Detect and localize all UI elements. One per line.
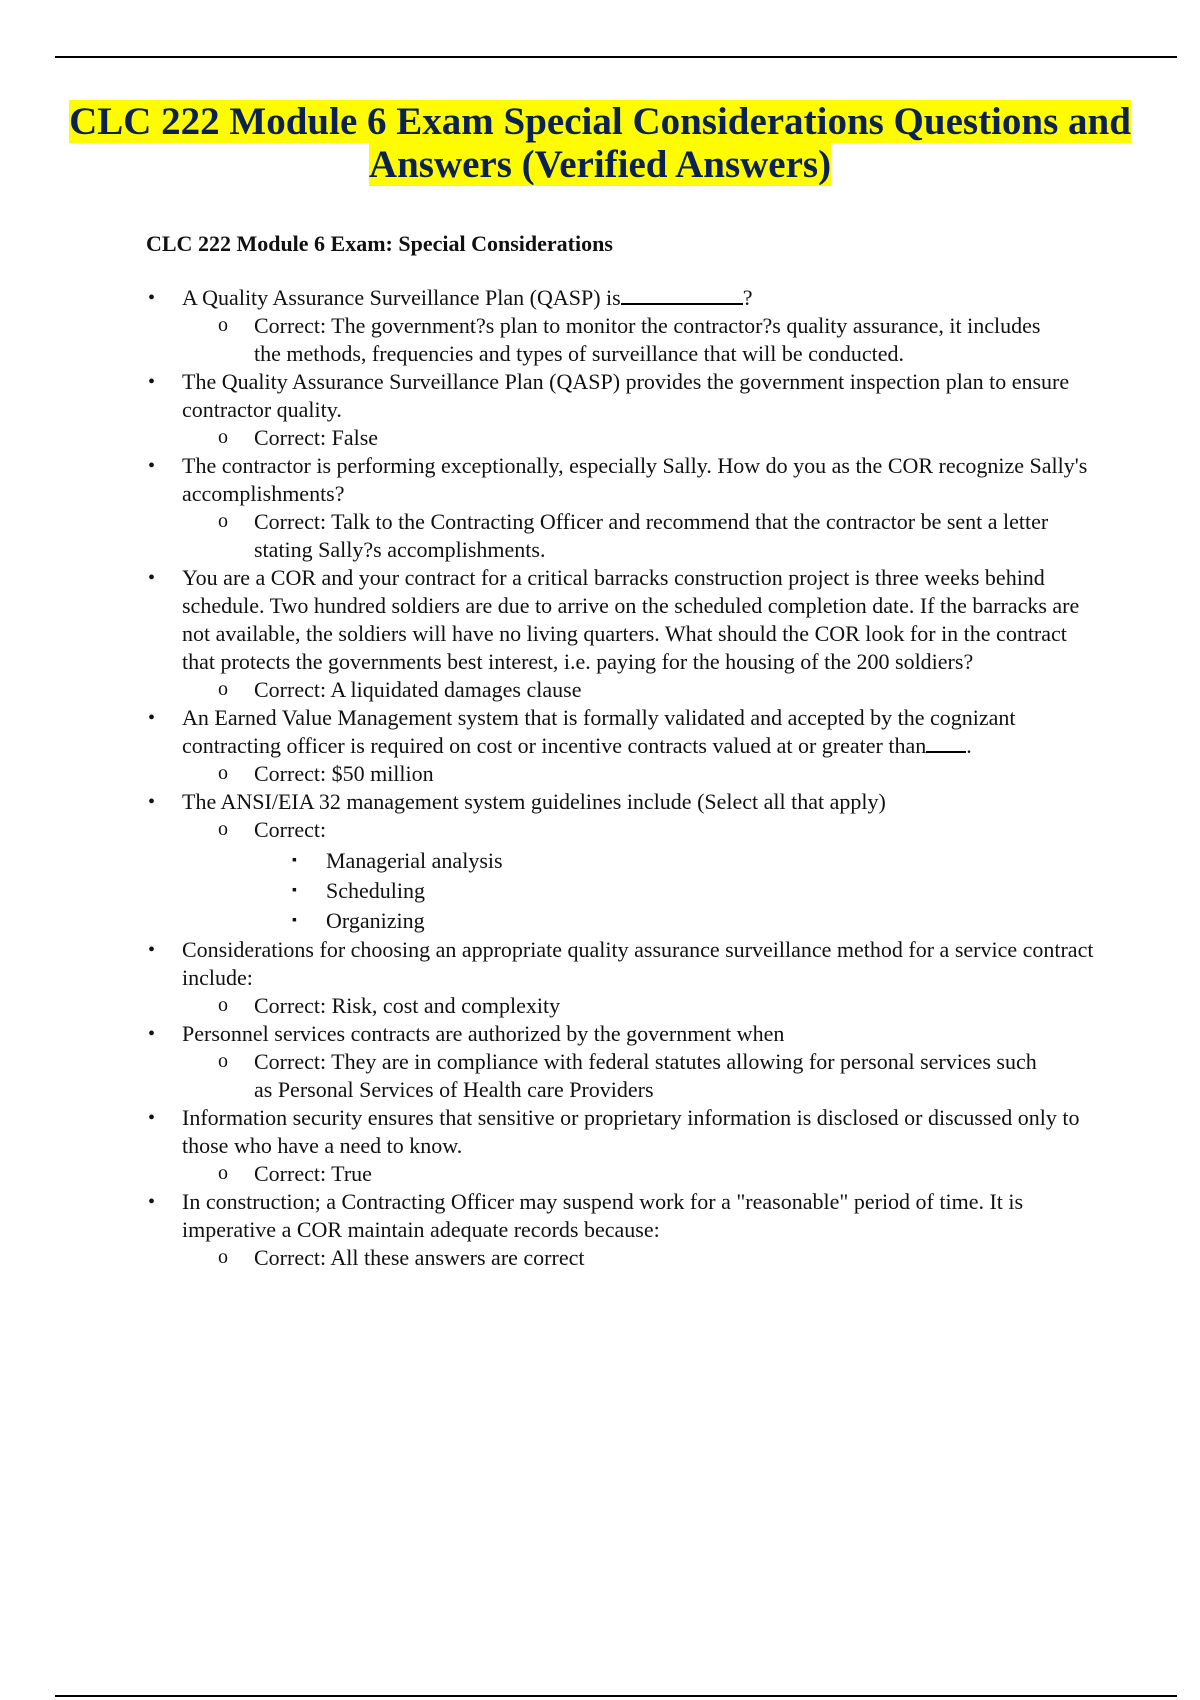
page-title (40, 100, 1160, 186)
question-item (182, 1104, 1094, 1188)
answer-list (182, 816, 1094, 936)
title-line-2: Answers (Verified Answers) (368, 143, 832, 186)
question-text: In construction; a Contracting Officer may suspend work for a "reasonable" period of time. It is imperative a COR maintain adequate records because: (182, 1189, 1024, 1242)
sub-answer-item: ▪ Organizing (326, 906, 1054, 936)
answer-item: o Correct: False (254, 424, 1054, 452)
answer-item: o Correct: The government?s plan to monitor the contractor?s quality assurance, it includes the methods, frequencies and types of surveillance that will be conducted. (254, 312, 1054, 368)
bottom-rule (55, 1695, 1177, 1697)
answer-list (182, 1160, 1094, 1188)
question-text: Information security ensures that sensitive or proprietary information is disclosed or discussed only to those who have a need to know. (182, 1105, 1080, 1158)
answer-list (182, 312, 1094, 368)
question-item (182, 936, 1094, 1020)
question-item (182, 368, 1094, 452)
question-text: A Quality Assurance Surveillance Plan (QASP) is (182, 285, 621, 310)
question-text: The contractor is performing exceptionally, especially Sally. How do you as the COR recognize Sally's accomplishments? (182, 453, 1088, 506)
question-suffix: ? (742, 285, 753, 310)
question-item (182, 1188, 1094, 1272)
question-text: The ANSI/EIA 32 management system guidelines include (Select all that apply) (182, 789, 886, 814)
question-text: An Earned Value Management system that is formally validated and accepted by the cognizant contracting officer is required on cost or incentive contracts valued at or greater than (182, 705, 1016, 758)
answer-item: o Correct: Talk to the Contracting Officer and recommend that the contractor be sent a letter stating Sally?s accomplishments. (254, 508, 1054, 564)
answer-blank (926, 733, 966, 753)
question-item (182, 788, 1094, 936)
answer-list (182, 676, 1094, 704)
top-rule (55, 56, 1177, 58)
answer-item: o Correct: They are in compliance with federal statutes allowing for personal services such as Personal Services of Health care Providers (254, 1048, 1054, 1104)
question-item (182, 564, 1094, 704)
title-line-1: CLC 222 Module 6 Exam Special Considerations Questions and (69, 100, 1131, 143)
question-item (182, 452, 1094, 564)
answer-list (182, 1048, 1094, 1104)
answer-item (254, 816, 1054, 936)
question-item (182, 704, 1094, 788)
answer-blank (621, 285, 743, 305)
sub-answer-item: ▪ Managerial analysis (326, 846, 1054, 876)
question-item (182, 1020, 1094, 1104)
answer-text: Correct: (254, 817, 327, 842)
answer-list (182, 424, 1094, 452)
answer-item: o Correct: All these answers are correct (254, 1244, 1054, 1272)
answer-item: o Correct: Risk, cost and complexity (254, 992, 1054, 1020)
question-suffix: . (966, 733, 972, 758)
answer-list (182, 992, 1094, 1020)
question-text: The Quality Assurance Surveillance Plan (QASP) provides the government inspection plan to ensure contractor quality. (182, 369, 1070, 422)
answer-list (182, 1244, 1094, 1272)
answer-item: o Correct: A liquidated damages clause (254, 676, 1054, 704)
question-list (0, 284, 1200, 1272)
question-text: Considerations for choosing an appropriate quality assurance surveillance method for a service contract include: (182, 937, 1094, 990)
sub-answer-item: ▪ Scheduling (326, 876, 1054, 906)
answer-item: o Correct: $50 million (254, 760, 1054, 788)
question-item (182, 284, 1094, 368)
section-heading: CLC 222 Module 6 Exam: Special Considerations (146, 231, 613, 256)
question-text: You are a COR and your contract for a critical barracks construction project is three weeks behind schedule. Two hundred soldiers are due to arrive on the scheduled completion date. If the barracks are not available, the soldiers will have no living quarters. What should the COR look for in the contract that protects the governments best interest, i.e. paying for the housing of the 200 soldiers? (182, 565, 1080, 674)
answer-sublist (254, 846, 1054, 936)
question-text: Personnel services contracts are authorized by the government when (182, 1021, 785, 1046)
answer-list (182, 508, 1094, 564)
answer-item: o Correct: True (254, 1160, 1054, 1188)
answer-list (182, 760, 1094, 788)
